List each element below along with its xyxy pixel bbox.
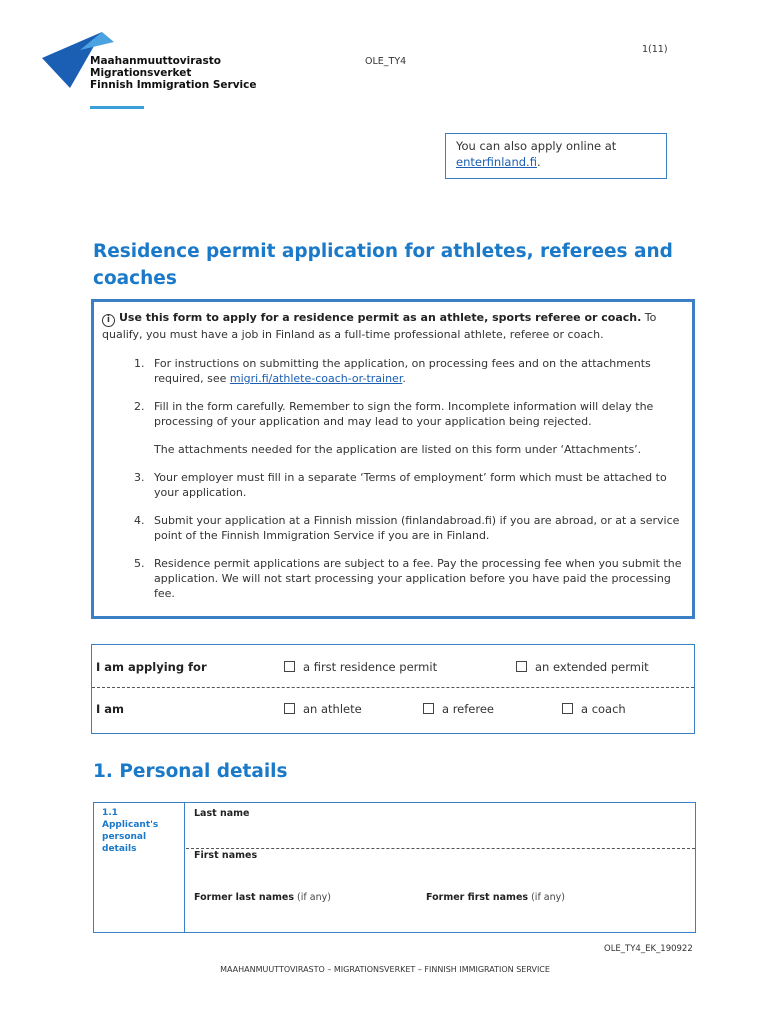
step-item (148, 399, 684, 457)
step-item (148, 470, 684, 500)
athlete-checkbox[interactable] (284, 703, 295, 714)
last-name-field[interactable] (194, 808, 249, 819)
coach-label: a coach (581, 702, 626, 716)
former-last-names-label: Former last names (194, 892, 294, 903)
intro-rest: To qualify, you must have a job in Finland as a full-time professional athlete, referee or coach. (102, 311, 657, 341)
former-last-names-field[interactable] (194, 892, 331, 903)
step-item (148, 513, 684, 543)
logo-line-sv: Migrationsverket (90, 67, 192, 79)
former-first-names-note: (if any) (531, 892, 565, 903)
logo-text (90, 55, 256, 91)
page-number: 1(11) (642, 44, 668, 55)
former-first-names-label: Former first names (426, 892, 529, 903)
option-first-permit[interactable] (284, 660, 437, 674)
first-names-label: First names (194, 850, 258, 861)
personal-details-box (93, 802, 696, 933)
field-divider (186, 848, 695, 849)
document-code: OLE_TY4 (365, 56, 407, 67)
option-athlete[interactable] (284, 702, 362, 716)
intro-paragraph (102, 310, 684, 342)
step-text: Residence permit applications are subject to a fee. Pay the processing fee when you submit the application. We will not start processing your application before you have paid the processing fee. (154, 557, 682, 600)
section-title-personal-details: 1. Personal details (93, 761, 288, 782)
step-suffix: . (402, 372, 406, 385)
step-text: Submit your application at a Finnish mission (finlandabroad.fi) if you are abroad, or at a service point of the Finnish Immigration Service if you are in Finland. (154, 514, 680, 542)
former-last-names-note: (if any) (297, 892, 331, 903)
instruction-steps (102, 356, 684, 601)
footer-form-code: OLE_TY4_EK_190922 (604, 944, 693, 954)
side-label-number: 1.1 (102, 808, 118, 818)
apply-online-suffix: . (536, 155, 541, 169)
i-am-label: I am (96, 702, 125, 716)
step-text: Fill in the form carefully. Remember to sign the form. Incomplete information will delay the processing of your application and may lead to your application being rejected. (154, 400, 654, 428)
referee-label: a referee (442, 702, 495, 716)
first-names-field[interactable] (194, 850, 257, 861)
apply-online-text: You can also apply online at (456, 139, 617, 153)
extended-permit-label: an extended permit (535, 660, 649, 674)
former-first-names-field[interactable] (426, 892, 565, 903)
logo-line-fi: Maahanmuuttovirasto (90, 55, 221, 67)
enterfinland-link[interactable]: enterfinland.fi (456, 155, 537, 169)
option-extended-permit[interactable] (516, 660, 649, 674)
applying-for-row (96, 660, 690, 680)
instructions-box (91, 299, 695, 619)
side-label-text: Applicant's personal details (102, 820, 159, 854)
athlete-label: an athlete (303, 702, 362, 716)
attachments-note: The attachments needed for the application are listed on this form under ‘Attachments’. (154, 443, 642, 456)
extended-permit-checkbox[interactable] (516, 661, 527, 672)
row-divider (92, 687, 694, 688)
apply-online-box (445, 133, 667, 179)
step-text: Your employer must fill in a separate ‘Terms of employment’ form which must be attached to your application. (154, 471, 667, 499)
applying-for-label: I am applying for (96, 660, 207, 674)
athlete-coach-link[interactable]: migri.fi/athlete-coach-or-trainer (229, 372, 403, 385)
application-type-box (91, 644, 695, 734)
info-icon: i (102, 314, 115, 327)
i-am-row (96, 702, 690, 722)
last-name-label: Last name (194, 808, 250, 819)
option-coach[interactable] (562, 702, 626, 716)
referee-checkbox[interactable] (423, 703, 434, 714)
first-permit-label: a first residence permit (303, 660, 438, 674)
logo-line-en: Finnish Immigration Service (90, 79, 257, 91)
step-text: For instructions on submitting the application, on processing fees and on the attachments required, see (154, 357, 651, 385)
intro-bold: Use this form to apply for a residence permit as an athlete, sports referee or coach. (119, 311, 642, 324)
page-title: Residence permit application for athletes, referees and coaches (93, 241, 673, 289)
personal-details-side-label (94, 803, 185, 932)
footer-agency: MAAHANMUUTTOVIRASTO – MIGRATIONSVERKET – FINNISH IMMIGRATION SERVICE (220, 965, 550, 974)
option-referee[interactable] (423, 702, 494, 716)
step-item (148, 356, 684, 386)
step-item (148, 556, 684, 601)
first-permit-checkbox[interactable] (284, 661, 295, 672)
logo-underline (90, 106, 144, 109)
coach-checkbox[interactable] (562, 703, 573, 714)
